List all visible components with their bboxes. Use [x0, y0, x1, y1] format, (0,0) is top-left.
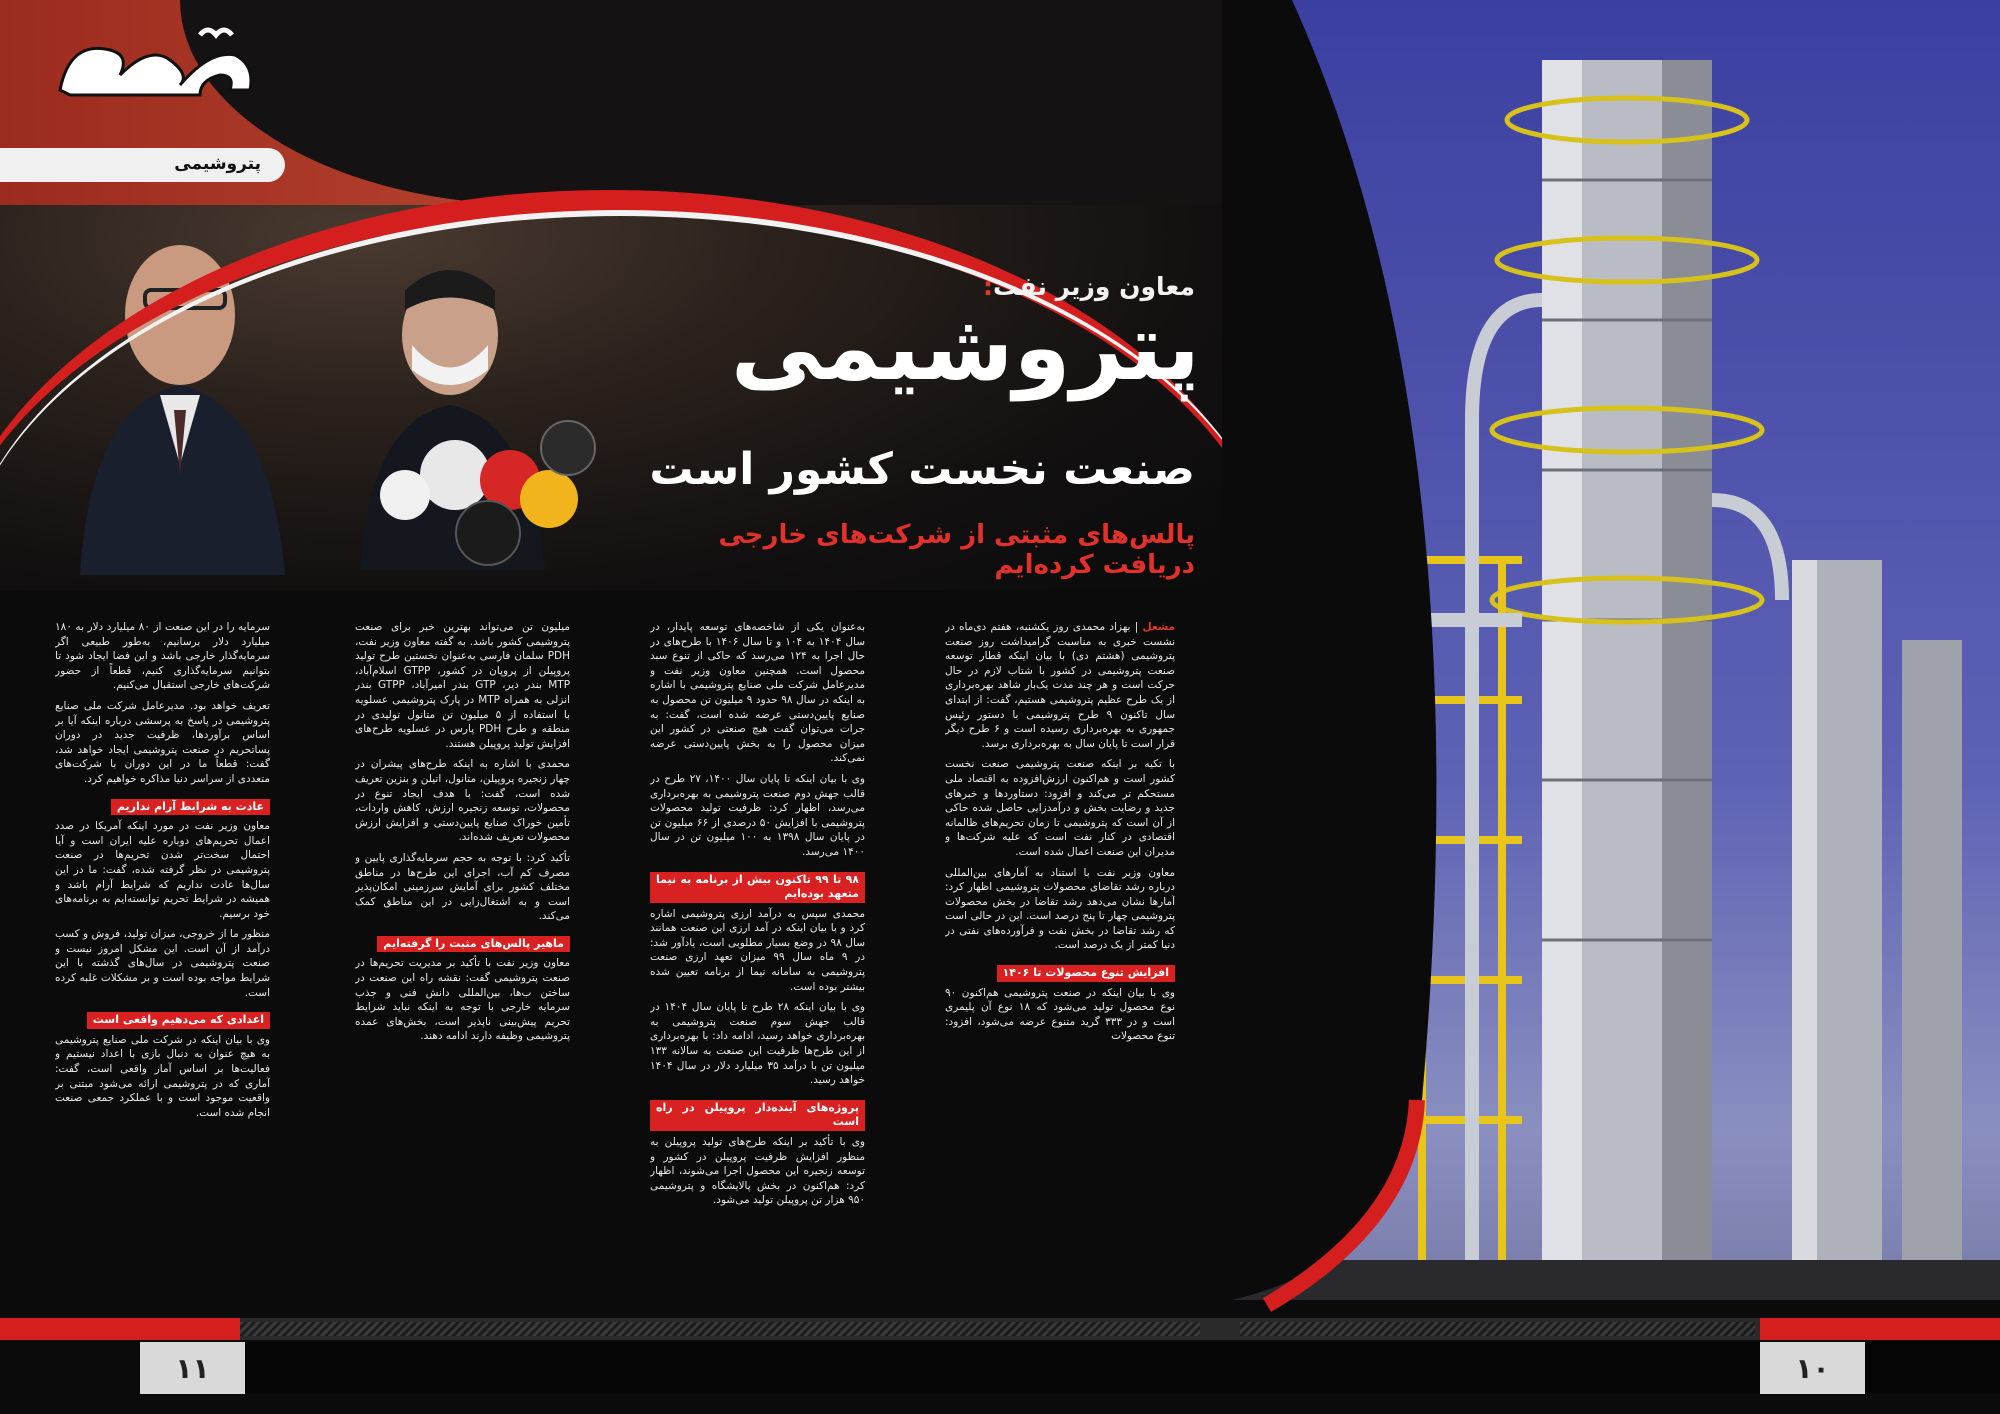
body-paragraph	[945, 620, 1175, 751]
body-paragraph	[355, 851, 570, 924]
subheading-tag: پروژه‌های آینده‌دار پروپیلن در راه است	[650, 1100, 865, 1131]
article-deck: پالس‌های مثبتی از شرکت‌های خارجی دریافت کرده‌ایم	[718, 520, 1195, 580]
body-paragraph	[945, 757, 1175, 859]
article-headline: پتروشیمی	[730, 294, 1200, 401]
right-page	[1222, 0, 2000, 1414]
paragraph-text: میلیون تن می‌تواند بهترین خبر برای صنعت پتروشیمی کشور باشد. به گفته معاون وزیر نفت، PDH سلمان فارسی به‌عنوان نخستین طرح تولید پروپیلن از پروپان در کشور، GTPP اسلام‌آباد، MTP بندر دیر، GTP بندر امیرآباد، GTPP بندر انزلی به همراه MTP در پارک پتروشیمی عسلویه با استفاده از ۵ میلیون تن متانول تولیدی در منطقه و طرح PDH پارس در عسلویه طرح‌های افزایش تولید پروپیلن هستند.	[355, 621, 570, 750]
page-number-box	[1760, 1342, 1865, 1394]
section-tab	[0, 148, 285, 182]
body-paragraph	[55, 819, 270, 921]
section-label: پتروشیمی	[174, 154, 261, 174]
paragraph-text: به‌عنوان یکی از شاخصه‌های توسعه پایدار، در سال ۱۴۰۴ به ۱۰۴ و تا سال ۱۴۰۶ با طرح‌های در حال اجرا به ۱۲۴ می‌رسد که حاکی از تنوع سبد محصول است. همچنین معاون وزیر نفت و مدیرعامل شرکت ملی صنایع پتروشیمی با اشاره به اینکه در سال ۹۸ حدود ۹ میلیون تن محصول به صنایع پایین‌دستی عرضه شده است، گفت: به جرات می‌توان گفت هیچ صنعتی در کشور این میزان محصول را به بخش پایین‌دستی عرضه نمی‌کند.	[650, 621, 865, 765]
body-paragraph	[355, 956, 570, 1044]
paragraph-text: محمدی با اشاره به اینکه طرح‌های پیشران در چهار زنجیره پروپیلن، متانول، اتیلن و بنزین تعریف شده است، گفت: با هدف ایجاد تنوع در محصولات، توسعه زنجیره ارزش، کاهش واردات، تأمین خوراک صنایع پایین‌دستی و افزایش ارزش محصولات تعریف شده‌اند.	[355, 758, 570, 844]
body-paragraph	[55, 699, 270, 787]
paragraph-text: با تکیه بر اینکه صنعت پتروشیمی صنعت نخست کشور است و هم‌اکنون ارزش‌افزوده به اقتصاد ملی مستحکم تر می‌کند و افزود: دستاوردها و خبرهای جدید و رضایت بخش و درآمدزایی حاصل شده حاکی از آن است که پتروشیمی تا زمان تحریم‌های ظالمانه اقتصادی در کنار نفت است که علیه شرکت‌ها و مدیران این صنعت اعمال شده است.	[945, 758, 1175, 858]
magazine-logo	[50, 20, 265, 115]
paragraph-text: تعریف خواهد بود. مدیرعامل شرکت ملی صنایع پتروشیمی در پاسخ به پرسشی درباره اینکه آیا بر اساس برآوردها، ظرفیت جدید در دوران پساتحریم در صنعت پتروشیمی ایجاد خواهد شد، گفت: قطعاً ما در این دوران با شرکت‌های متعددی از سراسر دنیا مذاکره خواهیم کرد.	[55, 699, 270, 785]
paragraph-text: | بهزاد محمدی روز یکشنبه، هفتم دی‌ماه در نشست خبری به مناسبت گرامیداشت روز صنعت پتروشیمی (هشتم دی) با بیان اینکه قطار توسعه صنعت پتروشیمی در کشور با شتاب لازم در حال حرکت است و هر چند مدت یک‌بار شاهد بهره‌برداری از یک طرح عظیم پتروشیمی هستیم، گفت: از ابتدای سال تاکنون ۹ طرح پتروشیمی با دستور رئیس جمهوری به بهره‌برداری رسیده است و ۶ طرح دیگر قرار است تا پایان سال به بهره‌برداری برسد.	[945, 621, 1175, 750]
source-lead: مشعل	[1142, 621, 1175, 633]
body-paragraph	[55, 927, 270, 1000]
article-subheadline: صنعت نخست کشور است	[649, 444, 1195, 495]
page-number: ۱۱	[175, 1352, 210, 1385]
body-paragraph	[650, 620, 865, 766]
body-paragraph	[945, 866, 1175, 954]
footer-hatch-pattern	[240, 1322, 1200, 1336]
paragraph-text: سرمایه را در این صنعت از ۸۰ میلیارد دلار به ۱۸۰ میلیارد دلار برسانیم، به‌طور طبیعی اگر سرمایه‌گذار خارجی باشد و این فضا ایجاد شود تا بتوانیم سرمایه‌گذاری کنیم، قطعاً از حضور شرکت‌های خارجی استقبال می‌کنیم.	[55, 621, 270, 692]
body-paragraph	[55, 620, 270, 693]
paragraph-text: وی با بیان اینکه در صنعت پتروشیمی هم‌اکنون ۹۰ نوع محصول تولید می‌شود که ۱۸ نوع آن پلیمری است و در ۳۳۳ گرید متنوع عرضه می‌شود، افزود: تنوع محصولات	[945, 986, 1175, 1043]
body-paragraph	[650, 1000, 865, 1088]
text-column	[55, 620, 270, 1310]
footer-red-accent	[1760, 1318, 2000, 1340]
body-paragraph	[650, 907, 865, 995]
page-number: ۱۰	[1795, 1352, 1830, 1385]
footer-hatch-pattern	[1240, 1322, 1755, 1336]
footer-black-strip	[1865, 1342, 2000, 1394]
paragraph-text: منظور ما از خروجی، میزان تولید، فروش و کسب درآمد از آن است. این مشکل امروز نیست و صنعت پتروشیمی در سال‌های گذشته با این شرایط مواجه بوده است و بر مشکلات غلبه کرده است.	[55, 928, 270, 999]
body-paragraph	[650, 772, 865, 860]
text-column	[650, 620, 865, 1310]
paragraph-text: وی با بیان اینکه در شرکت ملی صنایع پتروشیمی به هیچ عنوان به دنبال بازی با اعداد نیستیم و فعالیت‌ها بر اساس آمار واقعی است، گفت: آماری که در پتروشیمی ارائه می‌شود مبتنی بر واقعیت موجود است و با عملکرد جمعی صنعت انجام شده است.	[55, 1033, 270, 1119]
body-paragraph	[55, 1033, 270, 1121]
kicker-colon: :	[983, 272, 994, 301]
paragraph-text: معاون وزیر نفت با استناد به آمارهای بین‌المللی درباره رشد تقاضای محصولات پتروشیمی اظهار کرد: آمارها نشان می‌دهد رشد تقاضا در بخش محصولات پتروشیمی چهار تا پنج درصد است. این در حالی است که رشد تقاضا در بخش نفت و فرآورده‌های نفتی در دنیا کمتر از یک درصد است.	[945, 866, 1175, 952]
text-column	[355, 620, 570, 1310]
footer-black-strip	[1222, 1342, 1760, 1394]
body-paragraph	[650, 1135, 865, 1208]
subheading-tag: اعدادی که می‌دهیم واقعی است	[87, 1012, 270, 1029]
paragraph-text: تأکید کرد: با توجه به حجم سرمایه‌گذاری پایین و مصرف کم آب، اجرای این طرح‌ها در مناطق مختلف کشور برای آمایش سرزمینی امکان‌پذیر است و به اشتغال‌زایی در این مناطق کمک می‌کند.	[355, 851, 570, 923]
page-number-box	[140, 1342, 245, 1394]
body-paragraph	[945, 986, 1175, 1044]
body-paragraph	[355, 620, 570, 751]
subheading-tag: ماهیر پالس‌های مثبت را گرفته‌ایم	[377, 936, 570, 953]
article-body	[55, 620, 1205, 1310]
paragraph-text: محمدی سپس به درآمد ارزی پتروشیمی اشاره کرد و با بیان اینکه در آمد ارزی این صنعت همانند سال ۹۸ در وضع بسیار مطلوبی است، یادآور شد: در ۹ ماه سال ۹۹ میزان تعهد ارزی صنعت پتروشیمی به سامانه نیما از برنامه تعیین شده بیشتر بوده است.	[650, 907, 865, 993]
footer-black-strip	[245, 1342, 1222, 1394]
paragraph-text: وی با بیان اینکه ۲۸ طرح تا پایان سال ۱۴۰۴ در قالب جهش سوم صنعت پتروشیمی به بهره‌برداری خواهد رسید، ادامه داد: با بهره‌برداری از این طرح‌ها ظرفیت این صنعت به سالانه ۱۳۳ میلیون تن با درآمد ۳۵ میلیارد دلار در سال ۱۴۰۴ خواهد رسید.	[650, 1001, 865, 1087]
kicker-text: معاون وزیر نفت	[993, 272, 1195, 301]
paragraph-text: معاون وزیر نفت در مورد اینکه آمریکا در صدد اعمال تحریم‌های دوباره علیه ایران است و آیا احتمال سخت‌تر شدن تحریم‌ها در صنعت پتروشیمی در نظر گرفته شده، گفت: ما در این سال‌ها عادت نداریم که شرایط آرام باشد و همیشه در شرایط تحریم توانسته‌ایم به برنامه‌های خود برسیم.	[55, 820, 270, 920]
subheading-tag: عادت به شرایط آرام نداریم	[111, 799, 270, 816]
text-column	[945, 620, 1175, 1310]
paragraph-text: وی با بیان اینکه تا پایان سال ۱۴۰۰، ۲۷ طرح در قالب جهش دوم صنعت پتروشیمی به بهره‌برداری می‌رسد، اظهار کرد: ظرفیت تولید محصولات پتروشیمی با افزایش ۵۰ درصدی از ۶۶ میلیون تن در پایان سال ۱۳۹۸ به ۱۰۰ میلیون تن در سال ۱۴۰۰ می‌رسد.	[650, 772, 865, 858]
footer-red-accent	[0, 1318, 240, 1340]
paragraph-text: وی با تأکید بر اینکه طرح‌های تولید پروپیلن به منظور افزایش ظرفیت پروپیلن در کشور و توسعه زنجیره این محصول اجرا می‌شوند، اظهار کرد: هم‌اکنون در بخش پالایشگاه و پتروشیمی ۹۵۰ هزار تن پروپیلن تولید می‌شود.	[650, 1136, 865, 1207]
subheading-tag: افزایش تنوع محصولات تا ۱۴۰۶	[997, 965, 1175, 982]
paragraph-text: معاون وزیر نفت با تأکید بر مدیریت تحریم‌ها در صنعت پتروشیمی گفت: نقشه راه این صنعت در ساختن ب‌ها، بین‌المللی دانش فنی و جذب سرمایه خارجی با توجه به اینکه نباید شرایط تحریم پیش‌بینی ناپذیر است، بخش‌های عمده پتروشیمی وظیفه دارند ادامه دهند.	[355, 957, 570, 1043]
body-paragraph	[355, 757, 570, 845]
subheading-tag: ۹۸ تا ۹۹ تاکنون بیش از برنامه به نیما متعهد بوده‌ایم	[650, 872, 865, 903]
text-panel-shape	[1222, 0, 2000, 1414]
